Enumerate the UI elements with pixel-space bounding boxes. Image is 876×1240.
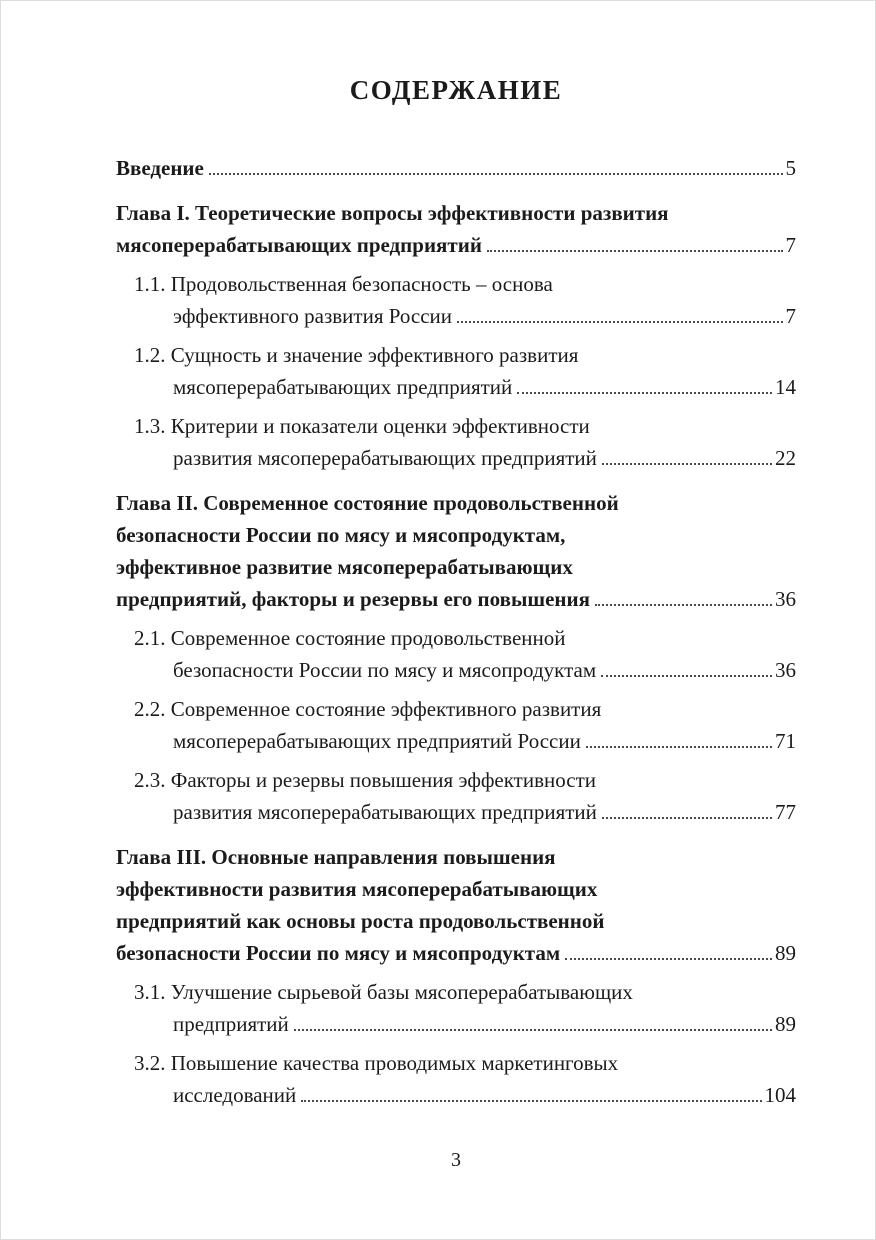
dot-leader bbox=[565, 958, 772, 960]
toc-entry-text: мясоперерабатывающих предприятий bbox=[116, 233, 482, 257]
toc-entry-text: Глава I. Теоретические вопросы эффективности развития bbox=[116, 201, 669, 225]
dot-leader bbox=[517, 392, 772, 394]
toc-entry-line bbox=[116, 551, 796, 583]
toc-entry bbox=[116, 976, 796, 1040]
toc-entry-text: 3.2. Повышение качества проводимых маркетинговых bbox=[134, 1051, 619, 1075]
dot-leader bbox=[457, 321, 782, 323]
toc-entry-text: предприятий, факторы и резервы его повышения bbox=[116, 587, 590, 611]
toc-page-number: 7 bbox=[785, 233, 796, 257]
toc-page-number: 22 bbox=[775, 446, 796, 470]
toc-entry-text: 2.3. Факторы и резервы повышения эффективности bbox=[134, 768, 596, 792]
toc-page-number: 77 bbox=[775, 800, 796, 824]
toc-entry-text: 2.1. Современное состояние продовольственной bbox=[134, 626, 566, 650]
toc-entry-text: Глава II. Современное состояние продовольственной bbox=[116, 491, 619, 515]
toc-entry-line bbox=[116, 1047, 796, 1079]
toc-page-number: 36 bbox=[775, 658, 796, 682]
toc-page-number: 14 bbox=[775, 375, 796, 399]
toc-entry-text: эффективности развития мясоперерабатывающих bbox=[116, 877, 598, 901]
toc-entry bbox=[116, 622, 796, 686]
toc-entry-line bbox=[116, 976, 796, 1008]
toc-entry-line bbox=[116, 1079, 796, 1111]
toc-entry-text: безопасности России по мясу и мясопродуктам bbox=[173, 658, 597, 682]
toc-entry-text: безопасности России по мясу и мясопродуктам, bbox=[116, 523, 566, 547]
document-title: СОДЕРЖАНИЕ bbox=[349, 75, 563, 105]
toc-entry-line bbox=[116, 229, 796, 261]
toc-entry-line bbox=[116, 152, 796, 184]
toc-entry-line bbox=[116, 197, 796, 229]
footer-page-number: 3 bbox=[451, 1149, 461, 1171]
toc-page-number: 89 bbox=[775, 1012, 796, 1036]
toc-entry bbox=[116, 693, 796, 757]
toc-entry-line bbox=[116, 654, 796, 686]
toc-entry-text: предприятий как основы роста продовольственной bbox=[116, 909, 605, 933]
page-content bbox=[116, 75, 796, 1118]
toc-entry-line bbox=[116, 300, 796, 332]
dot-leader bbox=[601, 675, 772, 677]
dot-leader bbox=[487, 250, 783, 252]
toc-entry bbox=[116, 841, 796, 969]
toc-entry-line bbox=[116, 371, 796, 403]
toc-entry-text: 1.1. Продовольственная безопасность – основа bbox=[134, 272, 553, 296]
toc-entry-line bbox=[116, 410, 796, 442]
toc-entry-line bbox=[116, 519, 796, 551]
dot-leader bbox=[301, 1100, 761, 1102]
toc-entry-line bbox=[116, 442, 796, 474]
toc-entry-text: мясоперерабатывающих предприятий России bbox=[173, 729, 581, 753]
toc-entry-line bbox=[116, 583, 796, 615]
toc-entry-text: 1.2. Сущность и значение эффективного развития bbox=[134, 343, 579, 367]
dot-leader bbox=[586, 746, 772, 748]
toc-entry bbox=[116, 410, 796, 474]
toc-entry bbox=[116, 487, 796, 615]
toc-entry bbox=[116, 197, 796, 261]
toc-entry bbox=[116, 764, 796, 828]
toc-entry-line bbox=[116, 796, 796, 828]
toc-entry-line bbox=[116, 693, 796, 725]
toc-page-number: 71 bbox=[775, 729, 796, 753]
toc-entry-line bbox=[116, 905, 796, 937]
toc-entry-line bbox=[116, 1008, 796, 1040]
toc-entry-line bbox=[116, 725, 796, 757]
toc-entry-text: эффективное развитие мясоперерабатывающих bbox=[116, 555, 573, 579]
toc-entry-line bbox=[116, 622, 796, 654]
toc-entry-line bbox=[116, 268, 796, 300]
toc-entry-text: безопасности России по мясу и мясопродуктам bbox=[116, 941, 561, 965]
toc-entry-text: предприятий bbox=[173, 1012, 289, 1036]
toc-page-number: 36 bbox=[775, 587, 796, 611]
toc-entry-line bbox=[116, 873, 796, 905]
toc-entry-text: Глава III. Основные направления повышения bbox=[116, 845, 556, 869]
toc-list bbox=[116, 152, 796, 1111]
dot-leader bbox=[602, 463, 772, 465]
toc-entry-text: 1.3. Критерии и показатели оценки эффективности bbox=[134, 414, 590, 438]
toc-entry-text: развития мясоперерабатывающих предприятий bbox=[173, 446, 597, 470]
toc-entry-text: эффективного развития России bbox=[173, 304, 453, 328]
toc-entry-text: 3.1. Улучшение сырьевой базы мясоперерабатывающих bbox=[134, 980, 633, 1004]
toc-entry-text: 2.2. Современное состояние эффективного развития bbox=[134, 697, 602, 721]
toc-entry-line bbox=[116, 487, 796, 519]
toc-entry-text: исследований bbox=[173, 1083, 297, 1107]
toc-entry-text: мясоперерабатывающих предприятий bbox=[173, 375, 513, 399]
dot-leader bbox=[602, 817, 772, 819]
toc-entry-line bbox=[116, 339, 796, 371]
toc-entry-line bbox=[116, 764, 796, 796]
toc-page-number: 89 bbox=[775, 941, 796, 965]
dot-leader bbox=[595, 604, 772, 606]
toc-entry bbox=[116, 268, 796, 332]
toc-entry-line bbox=[116, 841, 796, 873]
dot-leader bbox=[209, 173, 783, 175]
toc-entry-line bbox=[116, 937, 796, 969]
toc-entry bbox=[116, 1047, 796, 1111]
toc-entry bbox=[116, 152, 796, 184]
toc-page-number: 5 bbox=[785, 156, 796, 180]
toc-entry bbox=[116, 339, 796, 403]
toc-page-number: 104 bbox=[764, 1083, 796, 1107]
toc-page-number: 7 bbox=[785, 304, 796, 328]
toc-entry-text: развития мясоперерабатывающих предприятий bbox=[173, 800, 597, 824]
dot-leader bbox=[294, 1029, 772, 1031]
toc-entry-text: Введение bbox=[116, 156, 204, 180]
